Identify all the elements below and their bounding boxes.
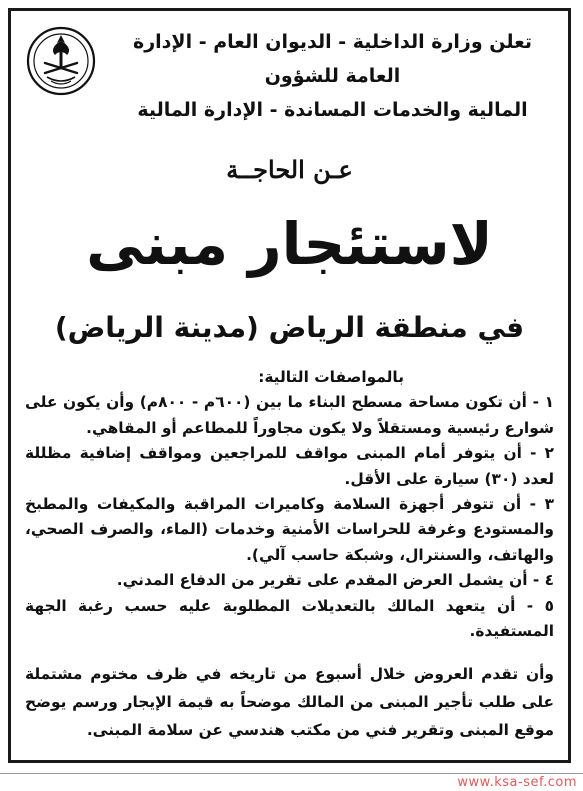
footer-divider xyxy=(0,773,583,774)
spec-item-5: ٥ - أن يتعهد المالك بالتعديلات المطلوبة عليه حسب رغبة الجهة المستفيدة. xyxy=(25,596,554,641)
ministry-emblem-icon xyxy=(25,21,97,103)
announcement-header xyxy=(109,25,556,127)
ad-title: لاستئجار مبنى xyxy=(86,210,493,278)
need-label: عـن الحاجــة xyxy=(226,155,353,184)
spec-item-2: ٢ - أن يتوفر أمام المبنى مواقف للمراجعين ومواقف إضافية مظللة لعدد (٣٠) سيارة على الأقل. xyxy=(25,444,554,488)
spec-item-4: ٤ - أن يشمل العرض المقدم على تقرير من الدفاع المدني. xyxy=(116,571,554,590)
region-line: في منطقة الرياض (مدينة الرياض) xyxy=(54,311,525,344)
header-line-1: تعلن وزارة الداخلية - الديوان العام - الإدارة العامة للشؤون xyxy=(133,31,532,87)
header-line-2: المالية والخدمات المساندة - الإدارة المالية xyxy=(137,99,528,121)
closing-paragraph: وأن تقدم العروض خلال أسبوع من تاريخه في ظرف مختوم مشتملة على طلب تأجير المبنى من المالك موضحاً به قيمة الإيجار ورسم يوضح موقع المبنى وتقرير فني من مكتب هندسي عن سلامة المبنى. xyxy=(25,665,554,740)
footer-url[interactable]: www.ksa-sef.com xyxy=(457,775,577,790)
advertisement-frame xyxy=(8,8,571,763)
specifications-body xyxy=(25,365,554,744)
spec-item-1: ١ - أن تكون مساحة مسطح البناء ما بين (٦٠٠م - ٨٠٠م) وأن يكون على شوارع رئيسية ومستقلاً ولا يكون مجاوراً للمطاعم أو المقاهي. xyxy=(25,393,554,437)
spec-item-3: ٣ - أن تتوفر أجهزة السلامة وكاميرات المراقبة والمكيفات والمطبخ والمستودع وغرفة للحراسات الأمنية وخدمات (الماء، والصرف الصحي، والهاتف، والسنترال، وشبكة حاسب آلي). xyxy=(25,495,554,564)
specs-heading: بالمواصفات التالية: xyxy=(258,368,404,386)
